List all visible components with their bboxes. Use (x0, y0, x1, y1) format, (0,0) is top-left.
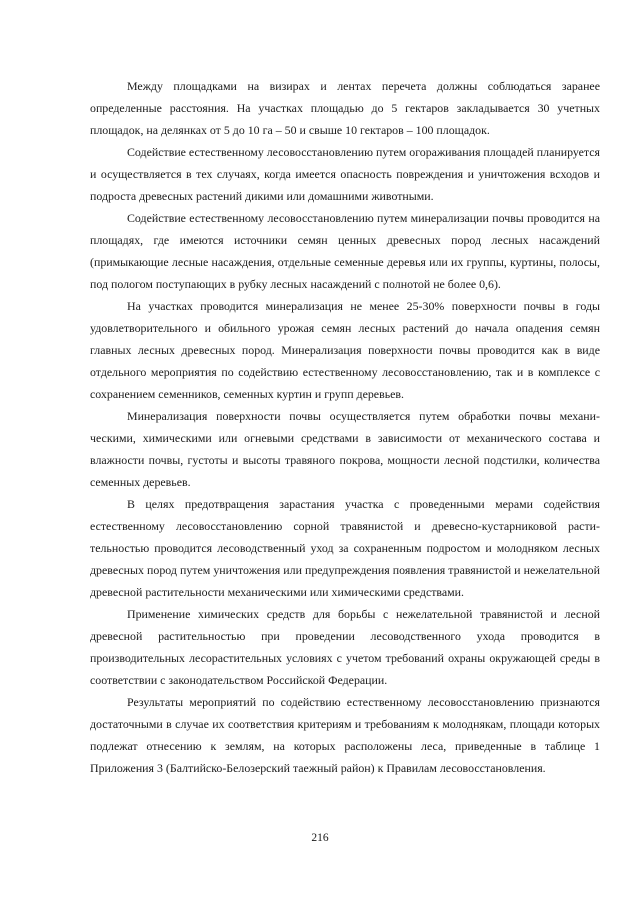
paragraph-3: Содействие естественному лесовосстановлению путем минерализации почвы проводится на площадях, где имеются источники семян ценных древесных пород лесных насаждений (примыкающие лесные насаждения, отдельные семенные деревья или их группы, куртины, полосы, под пологом поступающих в рубку лесных насаждений с полнотой не более 0,6). (90, 211, 600, 291)
paragraph-6: В целях предотвращения зарастания участка с проведенными мерами содействия естественному лесовосстановлению сорной травянистой и древесно-кустарниковой растительностью проводится лесоводственный уход за сохраненным подростом и молодняком лесных древесных пород путем уничтожения или предупреждения появления травянистой и нежелательной древесной растительности механическими или химическими средствами. (90, 497, 600, 599)
paragraph-1: Между площадками на визирах и лентах перечета должны соблюдаться заранее определенные расстояния. На участках площадью до 5 гектаров закладывается 30 учетных площадок, на делянках от 5 до 10 га – 50 и свыше 10 гектаров – 100 площадок. (90, 79, 600, 137)
document-body (90, 75, 600, 779)
paragraph-7: Применение химических средств для борьбы с нежелательной травянистой и лесной древесной растительностью при проведении лесоводственного ухода проводится в производительных лесорастительных условиях с учетом требований охраны окружающей среды в соответствии с законодательством Российской Федерации. (90, 607, 600, 687)
paragraph-2: Содействие естественному лесовосстановлению путем огораживания площадей планируется и осуществляется в тех случаях, когда имеется опасность повреждения и уничтожения всходов и подроста древесных растений дикими или домашними животными. (90, 145, 601, 203)
paragraph-8: Результаты мероприятий по содействию естественному лесовосстановлению признаются достаточными в случае их соответствия критериям и требованиям к молоднякам, площади которых подлежат отнесению к землям, на которых расположены леса, приведенные в таблице 1 Приложения 3 (Балтийско-Белозерский таежный район) к Правилам лесовосстановления. (90, 695, 600, 775)
paragraph-4: На участках проводится минерализация не менее 25-30% поверхности почвы в годы удовлетворительного и обильного урожая семян лесных растений до начала опадения семян главных лесных древесных пород. Минерализация поверхности почвы проводится как в виде отдельного мероприятия по содействию естественному лесовосстановлению, так и в комплексе с сохранением семенников, семенных куртин и групп деревьев. (90, 299, 600, 401)
page-number: 216 (311, 832, 329, 844)
paragraph-5: Минерализация поверхности почвы осуществляется путем обработки почвы механическими, химическими или огневыми средствами в зависимости от механического состава и влажности почвы, густоты и высоты травяного покрова, мощности лесной подстилки, количества семенных деревьев. (90, 409, 600, 489)
